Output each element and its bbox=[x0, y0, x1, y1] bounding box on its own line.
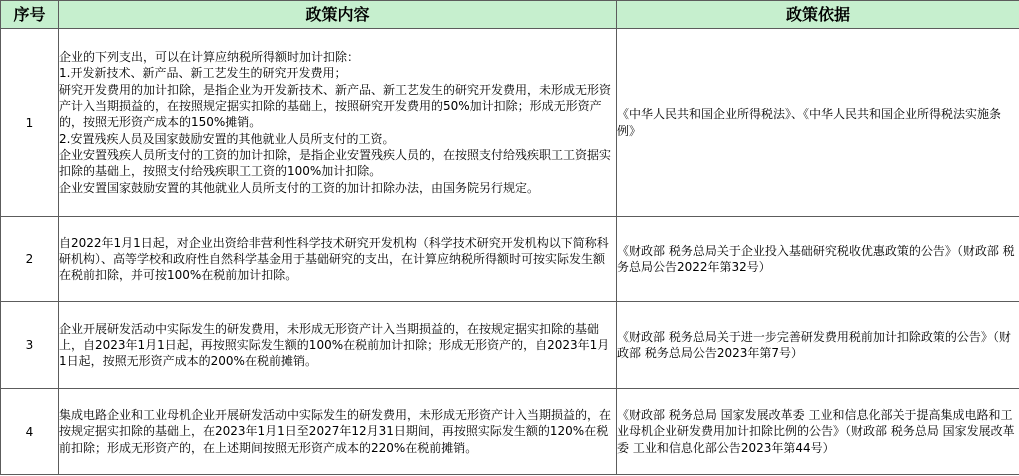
policy-content-line: 企业安置国家鼓励安置的其他就业人员所支付的工资的加计扣除办法，由国务院另行规定。 bbox=[59, 180, 540, 195]
table-row bbox=[1, 29, 1019, 217]
policy-content-line: 研究开发费用的加计扣除，是指企业为开发新技术、新产品、新工艺发生的研究开发费用，未形成无形资产计入当期损益的，在按照规定据实扣除的基础上，按照研究开发费用的50%加计扣除；形成无形资产的，按照无形资产成本的150%摊销。 bbox=[59, 82, 612, 130]
policy-content-line: 2.安置残疾人员及国家鼓励安置的其他就业人员所支付的工资。 bbox=[59, 131, 395, 146]
policy-content-cell bbox=[59, 389, 617, 475]
header-policy-content: 政策内容 bbox=[59, 1, 617, 29]
policy-basis-cell: 《财政部 税务总局关于企业投入基础研究税收优惠政策的公告》（财政部 税务总局公告2022年第32号） bbox=[617, 217, 1019, 302]
policy-basis-cell: 《财政部 税务总局 国家发展改革委 工业和信息化部关于提高集成电路和工业母机企业研发费用加计扣除比例的公告》（财政部 税务总局 国家发展改革委 工业和信息化部公告2023年第44号） bbox=[617, 389, 1019, 475]
policy-content-line: 1.开发新技术、新产品、新工艺发生的研究开发费用； bbox=[59, 66, 347, 81]
header-row bbox=[1, 1, 1019, 29]
row-index: 4 bbox=[1, 389, 59, 475]
table-row bbox=[1, 217, 1019, 302]
row-index: 1 bbox=[1, 29, 59, 217]
header-index: 序号 bbox=[1, 1, 59, 29]
policy-content-cell bbox=[59, 29, 617, 217]
row-index: 3 bbox=[1, 302, 59, 389]
table-row bbox=[1, 389, 1019, 475]
policy-content-line: 企业开展研发活动中实际发生的研发费用，未形成无形资产计入当期损益的，在按规定据实扣除的基础上，自2023年1月1日起，再按照实际发生额的100%在税前加计扣除；形成无形资产的，自2023年1月1日起，按照无形资产成本的200%在税前摊销。 bbox=[59, 321, 610, 369]
policy-content-cell bbox=[59, 302, 617, 389]
table-row bbox=[1, 302, 1019, 389]
row-index: 2 bbox=[1, 217, 59, 302]
policy-content-line: 企业的下列支出，可以在计算应纳税所得额时加计扣除： bbox=[59, 50, 360, 65]
policy-basis-cell: 《财政部 税务总局关于进一步完善研发费用税前加计扣除政策的公告》（财政部 税务总局公告2023年第7号） bbox=[617, 302, 1019, 389]
policy-content-line: 集成电路企业和工业母机企业开展研发活动中实际发生的研发费用，未形成无形资产计入当期损益的，在按规定据实扣除的基础上，在2023年1月1日至2027年12月31日期间，再按照实际发生额的120%在税前扣除；形成无形资产的，在上述期间按照无形资产成本的220%在税前摊销。 bbox=[59, 408, 612, 455]
policy-basis-cell: 《中华人民共和国企业所得税法》、《中华人民共和国企业所得税法实施条例》 bbox=[617, 29, 1019, 217]
policy-content-line: 自2022年1月1日起，对企业出资给非营利性科学技术研究开发机构（科学技术研究开发机构以下简称科研机构）、高等学校和政府性自然科学基金用于基础研究的支出，在计算应纳税所得额时可按实际发生额在税前扣除，并可按100%在税前加计扣除。 bbox=[59, 235, 609, 283]
header-policy-basis: 政策依据 bbox=[617, 1, 1019, 29]
policy-content-cell bbox=[59, 217, 617, 302]
policy-content-line: 企业安置残疾人员所支付的工资的加计扣除，是指企业安置残疾人员的，在按照支付给残疾职工工资据实扣除的基础上，按照支付给残疾职工工资的100%加计扣除。 bbox=[59, 147, 612, 179]
